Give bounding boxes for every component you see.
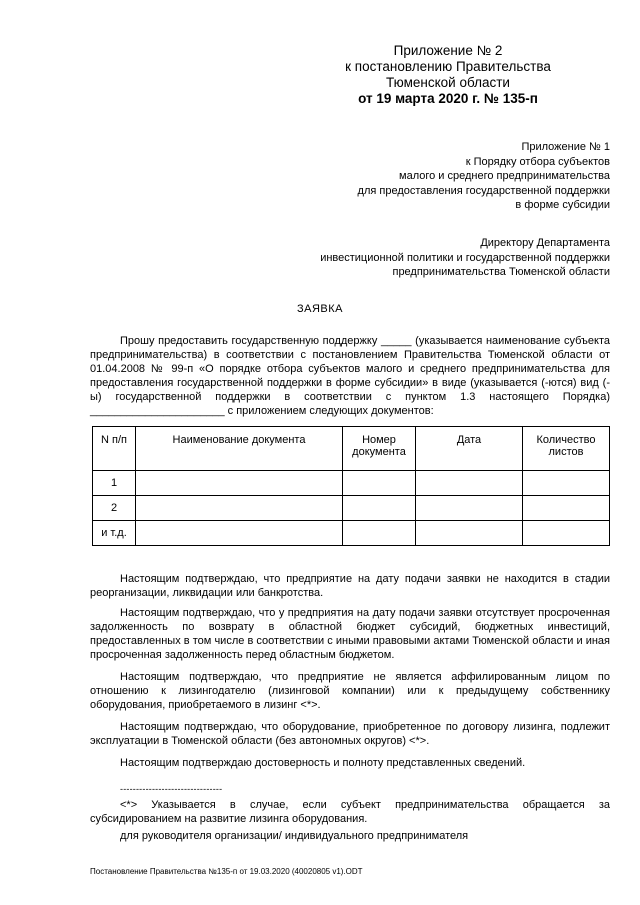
table-cell	[136, 521, 343, 546]
confirmation-paragraph-1: Настоящим подтверждаю, что предприятие на дату подачи заявки не находится в стадии реорганизации, ликвидации или банкротства.	[90, 573, 610, 599]
table-cell	[416, 521, 523, 546]
annex-1-line-5: в форме субсидии	[515, 199, 610, 211]
annex-2-date: от 19 марта 2020 г. № 135-п	[358, 91, 538, 106]
table-row	[93, 471, 610, 496]
table-cell	[136, 496, 343, 521]
table-cell	[343, 521, 416, 546]
footnote-separator: --------------------------------	[120, 784, 223, 794]
annex-2-header	[288, 43, 608, 107]
confirmation-paragraph-5: Настоящим подтверждаю достоверность и полноту представленных сведений.	[120, 757, 526, 769]
table-cell	[343, 496, 416, 521]
col-header-number: N п/п	[93, 427, 136, 471]
addressee-line-1: Директору Департамента	[480, 237, 610, 249]
confirmation-paragraph-3: Настоящим подтверждаю, что предприятие не является аффилированным лицом по отношению к лизингодателю (лизинговой компании) или к предыдущему собственнику оборудования, приобретаемого в лизинг <*>.	[90, 671, 610, 711]
annex-2-to-resolution: к постановлению Правительства	[345, 59, 551, 74]
page-footer: Постановление Правительства №135-п от 19.03.2020 (40020805 v1).ODT	[90, 867, 363, 876]
row-number: 2	[93, 496, 136, 521]
addressee-line-3: предпринимательства Тюменской области	[392, 266, 610, 278]
table-header-row	[93, 427, 610, 471]
annex-1-line-4: для предоставления государственной поддержки	[357, 184, 610, 197]
request-paragraph: Прошу предоставить государственную поддержку _____ (указывается наименование субъекта предпринимательства) в соответствии с постановлением Правительства Тюменской области от 01.04.2008 № 99-п «О порядке отбора субъектов малого и среднего предпринимательства для предоставления государственной поддержки в форме субсидии» в виде (указывается (-ются) вид (-ы) государственной поддержки в соответствии с пунктом 1.3 настоящего Порядка) ______________________ с приложением следующих документов:	[90, 335, 610, 417]
row-number: и т.д.	[93, 521, 136, 546]
annex-2-region: Тюменской области	[386, 75, 510, 90]
footnote-text: <*> Указывается в случае, если субъект предпринимательства обращается за субсидированием на развитие лизинга оборудования.	[90, 799, 610, 825]
annex-2-number: Приложение № 2	[393, 43, 503, 58]
table-cell	[416, 471, 523, 496]
annex-1-line-2: к Порядку отбора субъектов	[465, 155, 610, 168]
annex-1-header	[358, 140, 610, 213]
col-header-doc-number: Номер документа	[343, 427, 416, 471]
table-row	[93, 496, 610, 521]
table-cell	[343, 471, 416, 496]
table-row	[93, 521, 610, 546]
annex-1-number: Приложение № 1	[521, 141, 610, 153]
annex-1-line-3: малого и среднего предпринимательства	[399, 170, 610, 182]
table-cell	[523, 471, 610, 496]
confirmation-paragraph-4: Настоящим подтверждаю, что оборудование, приобретенное по договору лизинга, подлежит эксплуатации в Тюменской области (без автономных округов) <*>.	[90, 721, 610, 747]
table-cell	[136, 471, 343, 496]
row-number: 1	[93, 471, 136, 496]
addressee-line-2: инвестиционной политики и государственной поддержки	[320, 251, 610, 264]
signature-note: для руководителя организации/ индивидуального предпринимателя	[120, 830, 469, 842]
col-header-pages: Количество листов	[523, 427, 610, 471]
table-cell	[416, 496, 523, 521]
table-cell	[523, 496, 610, 521]
addressee-block	[320, 236, 610, 280]
documents-table	[92, 426, 610, 546]
col-header-doc-name: Наименование документа	[136, 427, 343, 471]
table-cell	[523, 521, 610, 546]
confirmation-paragraph-2: Настоящим подтверждаю, что у предприятия на дату подачи заявки отсутствует просроченная задолженность по возврату в областной бюджет субсидий, бюджетных инвестиций, предоставленных в том числе в соответствии с иными правовыми актами Тюменской области и иная просроченная задолженность перед областным бюджетом.	[90, 607, 610, 661]
col-header-date: Дата	[416, 427, 523, 471]
document-title: ЗАЯВКА	[296, 303, 343, 315]
